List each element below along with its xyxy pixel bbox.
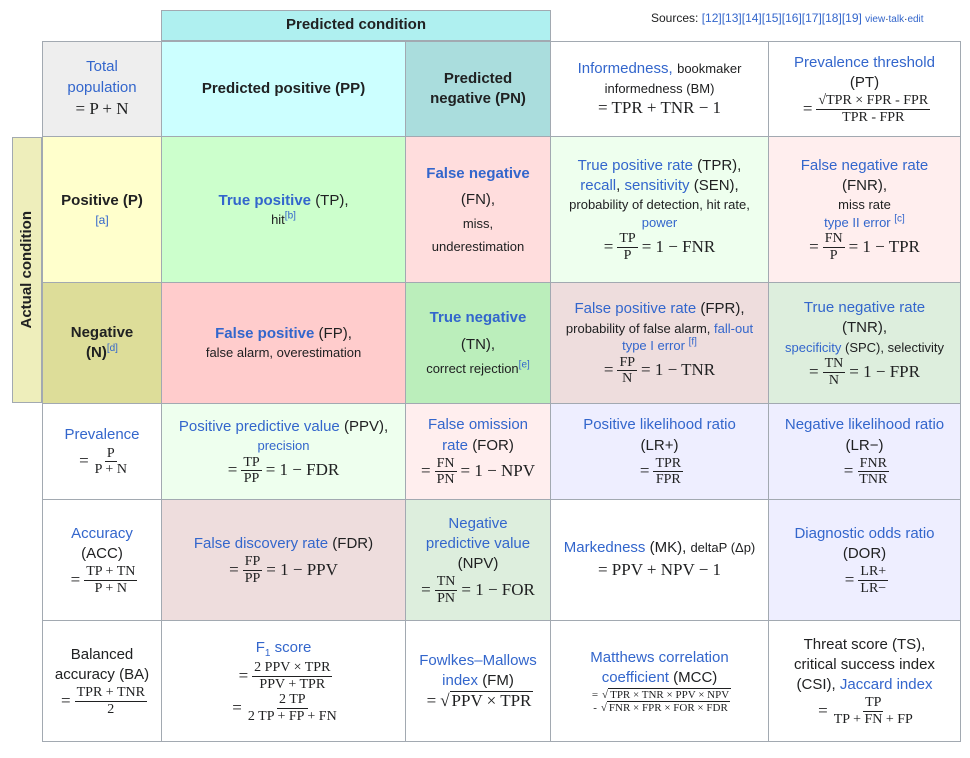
f1-equation-2: = $\frac{2 TP}{2 TP + FP + FN}$	[232, 692, 337, 724]
markedness-abbr: (MK),	[649, 539, 687, 557]
sources-refs-link[interactable]: [12][13][14][15][16][17][18][19]	[701, 11, 862, 25]
informedness-link[interactable]: Informedness,	[577, 59, 673, 77]
accuracy-abbr: (ACC)	[81, 545, 123, 563]
prevalence-equation: = $\frac{P}{P + N}$	[79, 445, 127, 478]
true-negative-cell	[405, 282, 551, 404]
type-ii-error-link[interactable]: type II error	[824, 214, 891, 230]
prevalence-threshold-abbr: (PT)	[849, 74, 880, 92]
balanced-label: Balanced	[70, 645, 134, 663]
dor-abbr: (DOR)	[842, 545, 887, 563]
true-positive-rate-cell	[550, 136, 769, 283]
miss-rate-label: miss rate	[838, 197, 891, 213]
lr-negative-abbr: (LR−)	[845, 436, 884, 454]
sen-abbr: (SEN),	[693, 177, 739, 195]
fnr-equation: = $\frac{FN}{P}$ = 1 − TPR	[809, 231, 920, 263]
ppv-abbr: (PPV),	[343, 417, 389, 435]
false-negative-link[interactable]: False negative	[426, 164, 530, 182]
note-c-link[interactable]: [c]	[894, 213, 905, 225]
fdr-abbr: (FDR)	[332, 534, 374, 552]
actual-condition-header	[12, 137, 42, 403]
note-b-link[interactable]: [b]	[284, 210, 296, 222]
tpr-link[interactable]: True positive rate	[577, 156, 693, 174]
bookmaker-label: bookmaker	[677, 60, 742, 76]
lr-negative-equation: = $\frac{\text{FNR}}{\text{TNR}}$	[843, 455, 888, 488]
fpr-link[interactable]: False positive rate	[574, 300, 697, 318]
fdr-equation: = $\frac{FP}{PP}$ = 1 − PPV	[229, 554, 338, 586]
true-positive-cell	[161, 136, 406, 283]
csi-label: critical success index	[794, 655, 935, 673]
npv-cell	[405, 499, 551, 621]
balanced-accuracy-equation: = $\frac{\text{TPR + TNR}}{2}$	[61, 685, 145, 717]
accuracy-link[interactable]: Accuracy	[71, 524, 133, 542]
threat-score-label: Threat score (TS),	[803, 635, 926, 653]
fdr-link[interactable]: False discovery rate	[193, 534, 329, 552]
balanced-accuracy-label: accuracy (BA)	[54, 666, 150, 684]
true-negative-rate-cell	[768, 282, 961, 404]
prevalence-link[interactable]: Prevalence	[64, 426, 140, 444]
deltap-label: deltaP (Δp)	[690, 540, 756, 556]
predicted-negative-label-2: negative (PN)	[430, 90, 526, 107]
positive-label: Positive (P)	[61, 192, 143, 210]
true-positive-link[interactable]: True positive	[218, 191, 312, 209]
talk-link[interactable]: talk	[888, 14, 905, 25]
fnr-abbr: (FNR),	[842, 177, 887, 195]
negative-cell	[42, 282, 162, 404]
accuracy-cell	[42, 499, 162, 621]
fnr-link[interactable]: False negative rate	[800, 156, 929, 174]
dor-cell	[768, 499, 961, 621]
bookmaker-informedness-label: informedness (BM)	[604, 80, 715, 96]
tpr-equation: = $\frac{TP}{P}$ = 1 − FNR	[603, 231, 716, 263]
f1-score-link[interactable]: $F_1$ score	[255, 638, 312, 659]
miss-label: miss,	[462, 216, 494, 231]
predicted-positive-label: Predicted positive (PP)	[201, 79, 366, 97]
sensitivity-link[interactable]: sensitivity	[624, 177, 690, 195]
fall-out-link[interactable]: fall-out	[714, 320, 754, 336]
hit-label: hit	[271, 211, 285, 227]
tnr-equation: = $\frac{TN}{N}$ = 1 − FPR	[809, 356, 920, 388]
threat-score-equation: = $\frac{TP}{TP + FN + FP}$	[818, 695, 913, 727]
npv-equation: = $\frac{TN}{PN}$ = 1 − FOR	[421, 574, 535, 606]
f1-score-cell	[161, 620, 406, 742]
negative-label-2: (N)	[86, 344, 107, 361]
tpr-alt-names: probability of detection, hit rate,	[569, 197, 750, 213]
markedness-equation: = PPV + NPV − 1	[597, 559, 722, 579]
mcc-equation-1: = √ TPR × TNR × PPV × NPV	[591, 688, 730, 702]
jaccard-index-link[interactable]: Jaccard index	[839, 676, 933, 694]
false-positive-rate-cell	[550, 282, 769, 404]
informedness-cell	[550, 41, 769, 137]
fdr-cell	[161, 499, 406, 621]
correct-rejection-label: correct rejection	[426, 360, 519, 376]
true-negative-link[interactable]: True negative	[429, 309, 527, 327]
markedness-link[interactable]: Markedness	[563, 539, 646, 557]
f1-equation-1: = $\frac{\text{2 PPV × TPR}}{\text{PPV + TPR}}$	[238, 660, 331, 692]
fpr-equation: = $\frac{FP}{N}$ = 1 − TNR	[603, 354, 716, 387]
false-alarm-label: false alarm, overestimation	[205, 345, 362, 361]
lr-negative-cell	[768, 403, 961, 500]
lr-positive-abbr: (LR+)	[640, 436, 679, 454]
fowlkes-mallows-link[interactable]: Fowlkes–Mallows	[419, 651, 537, 669]
sep-2: ·	[904, 14, 908, 25]
dor-link[interactable]: Diagnostic odds ratio	[794, 524, 935, 542]
lr-positive-link[interactable]: Positive likelihood ratio	[583, 416, 736, 434]
fm-abbr: (FM)	[482, 672, 514, 690]
underestimation-label: underestimation	[431, 238, 525, 254]
type-i-error-link[interactable]: type I error	[622, 338, 685, 354]
mcc-abbr: (MCC)	[673, 668, 718, 686]
note-d-link[interactable]: [d]	[106, 343, 118, 354]
predicted-condition-label: Predicted condition	[285, 16, 426, 34]
selectivity-label: (SPC), selectivity	[845, 339, 944, 355]
actual-condition-label: Actual condition	[17, 211, 35, 329]
false-positive-cell	[161, 282, 406, 404]
prevalence-threshold-link[interactable]: Prevalence threshold	[794, 53, 935, 71]
npv-link[interactable]: Negative	[448, 514, 508, 532]
threat-score-cell	[768, 620, 961, 742]
mcc-cell	[550, 620, 769, 742]
mcc-link[interactable]: Matthews correlation	[590, 648, 729, 666]
fowlkes-mallows-cell	[405, 620, 551, 742]
mcc-equation-2: - √ FNR × FPR × FOR × FDR	[593, 701, 728, 715]
false-negative-abbr: (FN),	[460, 190, 496, 208]
balanced-accuracy-cell	[42, 620, 162, 742]
for-link[interactable]: False omission	[427, 416, 529, 434]
sources-label: Sources:	[651, 11, 699, 25]
tpr-abbr: (TPR),	[697, 156, 742, 174]
edit-link[interactable]: edit	[907, 14, 924, 25]
power-link[interactable]: power	[641, 214, 678, 230]
mcc-link-2[interactable]: coefficient	[601, 668, 669, 686]
recall-link[interactable]: recall	[580, 177, 617, 195]
dor-equation: = $\frac{LR+}{LR-}$	[844, 564, 887, 596]
negative-label-1: Negative	[70, 323, 134, 341]
total-population-cell	[42, 41, 162, 137]
markedness-cell	[550, 499, 769, 621]
prevalence-threshold-cell	[768, 41, 961, 137]
note-f-link[interactable]: [f]	[688, 336, 697, 348]
ppv-link[interactable]: Positive predictive value	[178, 417, 340, 435]
sep-1: ·	[885, 14, 889, 25]
fm-equation: = √ PPV × TPR	[426, 690, 532, 711]
true-negative-abbr: (TN),	[460, 335, 496, 353]
total-population-link[interactable]: Total population	[67, 58, 137, 96]
note-e-link[interactable]: [e]	[518, 359, 530, 371]
fowlkes-mallows-index-link[interactable]: index	[442, 672, 479, 690]
lr-negative-link[interactable]: Negative likelihood ratio	[784, 416, 945, 434]
note-a-link[interactable]: [a]	[95, 212, 109, 227]
predicted-negative-label-1: Predicted	[443, 69, 513, 87]
precision-link[interactable]: precision	[257, 437, 310, 453]
ppv-equation: = $\frac{TP}{PP}$ = 1 − FDR	[227, 454, 340, 486]
csi-abbr: (CSI),	[796, 676, 836, 694]
recall-comma: ,	[616, 177, 621, 195]
true-positive-abbr: (TP),	[315, 191, 349, 209]
sources-line	[651, 11, 924, 25]
prevalence-cell	[42, 403, 162, 500]
tnr-abbr: (TNR),	[842, 319, 887, 337]
lr-positive-cell	[550, 403, 769, 500]
predicted-condition-header	[161, 10, 551, 41]
positive-cell	[42, 136, 162, 283]
npv-link-2[interactable]: predictive value	[425, 534, 531, 552]
prevalence-threshold-equation: = $\frac{\text{√TPR × FPR - FPR}}{\text{TPR - FPR}}$	[802, 93, 929, 125]
false-positive-abbr: (FP),	[318, 325, 352, 343]
specificity-link[interactable]: specificity	[785, 339, 842, 355]
predicted-negative-cell	[405, 41, 551, 137]
false-alarm-prob-label: probability of false alarm,	[565, 320, 711, 336]
false-negative-cell	[405, 136, 551, 283]
npv-abbr: (NPV)	[457, 555, 499, 573]
for-abbr: (FOR)	[472, 436, 514, 454]
ppv-cell	[161, 403, 406, 500]
lr-positive-equation: = $\frac{\text{TPR}}{\text{FPR}}$	[639, 455, 682, 488]
false-positive-link[interactable]: False positive	[215, 325, 315, 343]
tnr-link[interactable]: True negative rate	[803, 299, 926, 317]
for-equation: = $\frac{FN}{PN}$ = 1 − NPV	[421, 455, 535, 488]
total-population-equation: = P + N	[75, 98, 129, 118]
for-cell	[405, 403, 551, 500]
false-negative-rate-cell	[768, 136, 961, 283]
informedness-equation: = TPR + TNR − 1	[597, 98, 722, 118]
fpr-abbr: (FPR),	[700, 300, 745, 318]
accuracy-equation: = $\frac{TP + TN}{P + N}$	[70, 564, 136, 596]
for-rate-link[interactable]: rate	[442, 436, 469, 454]
predicted-positive-cell	[161, 41, 406, 137]
view-link[interactable]: view	[865, 14, 886, 25]
